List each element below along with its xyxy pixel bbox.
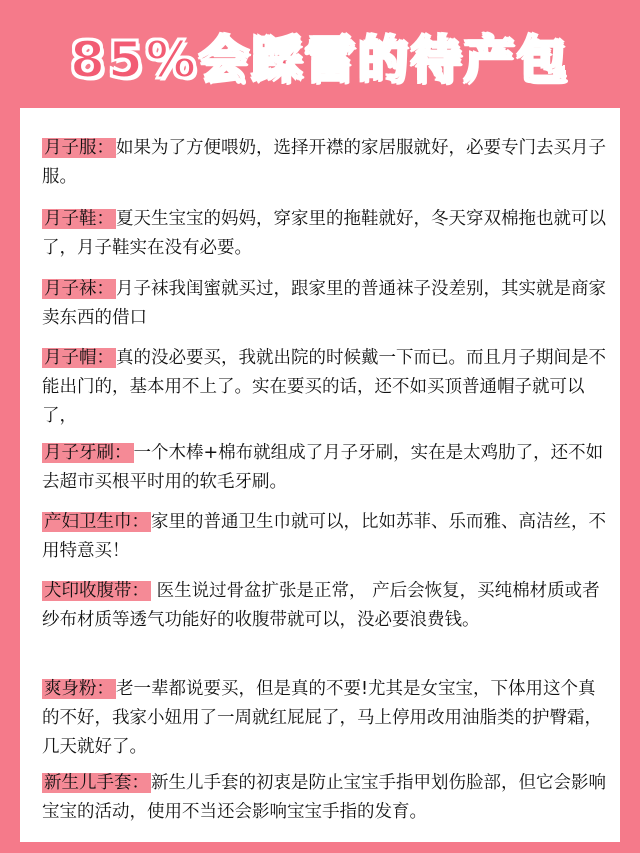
item-text: 一个木棒+棉布就组成了月子牙刷，实在是太鸡肋了，还不如去超市买根平时用的软毛牙刷。	[42, 443, 604, 492]
page-title: 85%会踩雷的待产包	[70, 31, 570, 89]
item-text: 月子袜我闺蜜就买过，跟家里的普通袜子没差别，其实就是商家卖东西的借口	[42, 279, 606, 328]
item-label: 月子鞋：	[44, 209, 114, 229]
item-label: 月子帽：	[44, 348, 114, 368]
item-text: 老一辈都说要买，但是真的不要!尤其是女宝宝，下体用这个真的不好，我家小妞用了一周就红屁屁了，马上停用改用油脂类的护臀霜，几天就好了。	[42, 679, 602, 757]
item-label: 产妇卫生巾：	[44, 512, 149, 532]
list-item	[42, 439, 608, 497]
item-text: 新生儿手套的初衷是防止宝宝手指甲划伤脸部，但它会影响宝宝的活动，使用不当还会影响宝宝手指的发育。	[42, 773, 606, 822]
item-text: 医生说过骨盆扩张是正常， 产后会恢复，买纯棉材质或者纱布材质等透气功能好的收腹带就可以，没必要浪费钱。	[42, 581, 600, 630]
item-label: 犬印收腹带：	[44, 581, 149, 601]
list-item	[42, 675, 608, 762]
list-item	[42, 275, 608, 333]
item-text: 家里的普通卫生巾就可以，比如苏菲、乐而雅、高洁丝，不用特意买！	[42, 512, 606, 561]
item-label: 月子服：	[44, 138, 114, 158]
list-item	[42, 205, 608, 263]
list-item	[42, 508, 608, 566]
item-text: 如果为了方便喂奶，选择开襟的家居服就好，必要专门去买月子服。	[42, 138, 606, 187]
list-item	[42, 134, 608, 192]
item-label: 爽身粉：	[44, 679, 114, 699]
item-text: 夏天生宝宝的妈妈，穿家里的拖鞋就好，冬天穿双棉拖也就可以了，月子鞋实在没有必要。	[42, 209, 606, 258]
item-text: 真的没必要买，我就出院的时候戴一下而已。而且月子期间是不能出门的，基本用不上了。实在要买的话，还不如买顶普通帽子就可以了，	[42, 348, 606, 426]
item-label: 月子袜：	[44, 279, 114, 299]
list-item	[42, 769, 608, 827]
item-label: 新生儿手套：	[44, 773, 149, 793]
content-card	[20, 108, 620, 842]
item-label: 月子牙刷：	[44, 443, 132, 463]
list-item	[42, 577, 608, 635]
list-item	[42, 344, 608, 431]
